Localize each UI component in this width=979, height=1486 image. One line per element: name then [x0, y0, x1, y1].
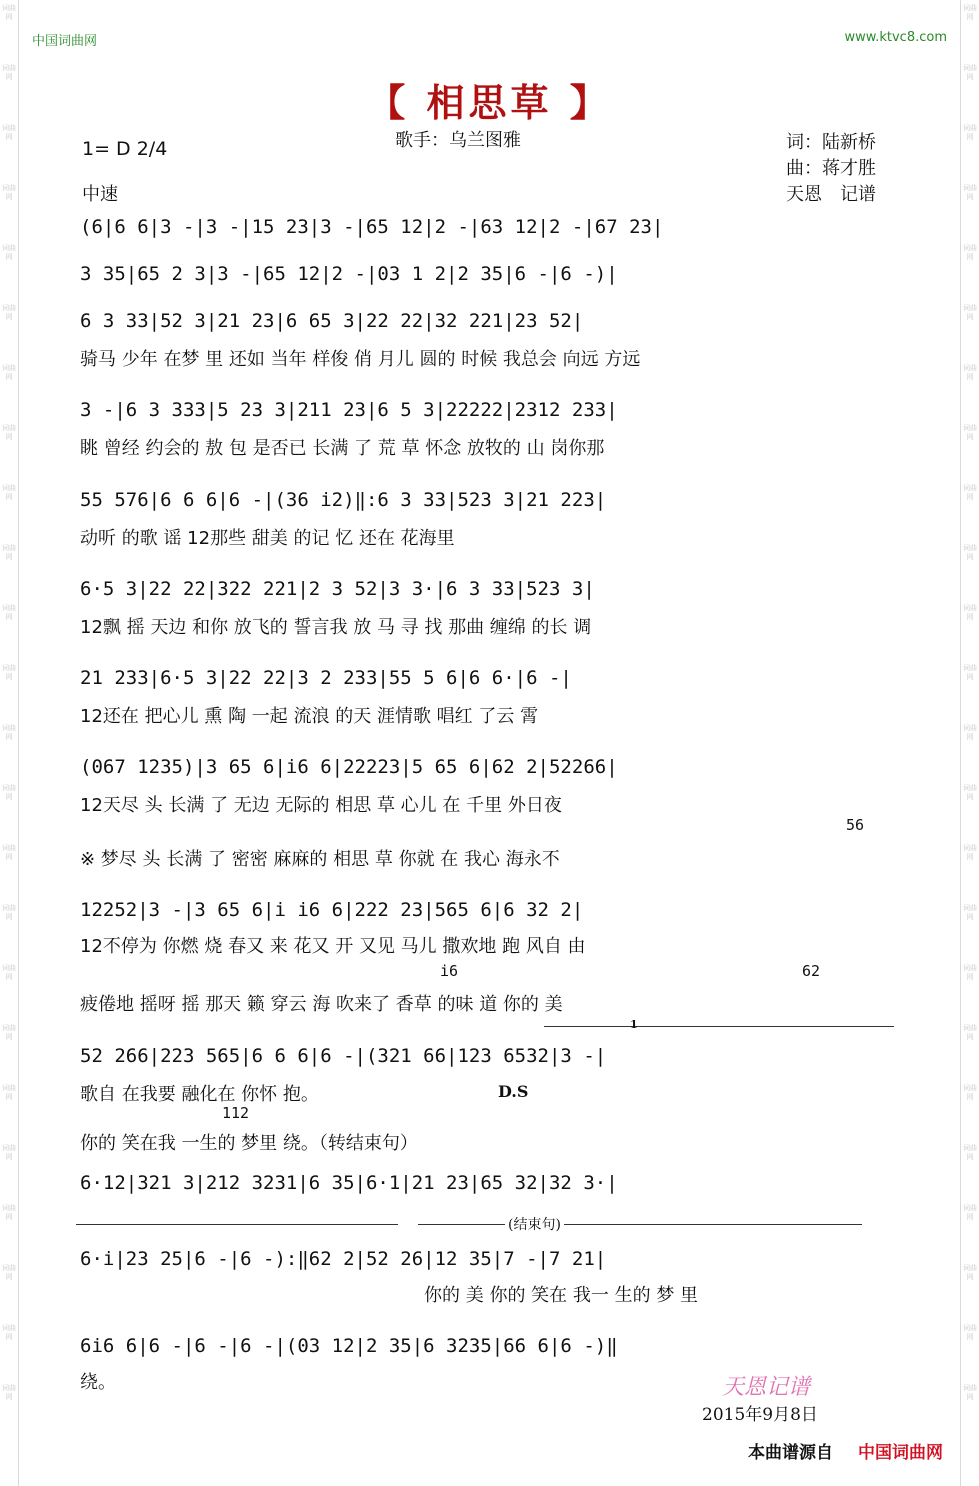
watermark-text: 词曲网: [2, 844, 16, 861]
lyric-line-5: 动听 的歌 谣 12那些 甜美 的记 忆 还在 花海里: [80, 528, 455, 549]
right-watermark-strip: [960, 0, 979, 1486]
site-name-link[interactable]: 中国词曲网: [32, 34, 98, 49]
watermark-text: 词曲网: [2, 1324, 16, 1341]
watermark-text: 词曲网: [963, 304, 977, 321]
lyric-line-6: 12飘 摇 天边 和你 放飞的 誓言我 放 马 寻 找 那曲 缠绵 的长 调: [80, 617, 592, 638]
watermark-text: 词曲网: [963, 904, 977, 921]
watermark-text: 词曲网: [963, 184, 977, 201]
watermark-text: 词曲网: [963, 124, 977, 141]
watermark-text: 词曲网: [963, 1144, 977, 1161]
ending-label: (结束句): [505, 1214, 564, 1234]
watermark-text: 词曲网: [963, 544, 977, 561]
notation-line-2: 3 35|65 2 3|3 -|65 12|2 -|03 1 2|2 35|6 -|6 -)|: [80, 263, 618, 285]
alt-notes-9b: 62: [802, 962, 821, 980]
notation-line-1: (6|6 6|3 -|3 -|15 23|3 -|65 12|2 -|63 12|2 -|67 23|: [80, 216, 664, 238]
lyric-line-9: 12不停为 你燃 烧 春又 来 花又 开 又见 马儿 撒欢地 跑 风自 由: [80, 936, 586, 957]
watermark-text: 词曲网: [963, 1204, 977, 1221]
watermark-text: 词曲网: [2, 964, 16, 981]
notation-line-7: 21 233|6·5 3|22 22|3 2 233|55 5 6|6 6·|6 -|: [80, 667, 572, 689]
alt-notes-9a: i6: [440, 962, 459, 980]
watermark-text: 词曲网: [2, 664, 16, 681]
watermark-text: 词曲网: [2, 604, 16, 621]
watermark-text: 词曲网: [963, 664, 977, 681]
watermark-text: 词曲网: [963, 604, 977, 621]
alt-notes-8: 56: [846, 816, 865, 834]
watermark-text: 词曲网: [2, 544, 16, 561]
notation-line-6: 6·5 3|22 22|322 221|2 3 52|3 3·|6 3 33|523 3|: [80, 578, 595, 600]
lyric-line-7: 12还在 把心儿 熏 陶 一起 流浪 的天 涯情歌 唱红 了云 霄: [80, 706, 539, 727]
watermark-text: 词曲网: [963, 1024, 977, 1041]
transcriber-credit: 天恩 记谱: [786, 184, 876, 205]
notation-line-10: 52 266|223 565|6 6 6|6 -|(321 66|123 6532|3 -|: [80, 1045, 607, 1067]
watermark-text: 词曲网: [2, 304, 16, 321]
key-signature: 1= D 2/4: [82, 138, 168, 160]
watermark-text: 词曲网: [2, 1084, 16, 1101]
watermark-text: 词曲网: [2, 1264, 16, 1281]
ending-bracket: [418, 1224, 862, 1225]
left-watermark-strip: [0, 0, 19, 1486]
song-title: 【 相思草 】: [367, 81, 612, 125]
volta-number: 1: [630, 1018, 638, 1031]
watermark-text: 词曲网: [2, 424, 16, 441]
watermark-text: 词曲网: [963, 1324, 977, 1341]
watermark-text: 词曲网: [963, 1084, 977, 1101]
watermark-text: 词曲网: [2, 1024, 16, 1041]
footer-source-label: 本曲谱源自: [748, 1443, 833, 1463]
repeat-bracket: [76, 1224, 398, 1225]
ds-marking: D.S: [498, 1082, 529, 1101]
watermark-text: 词曲网: [2, 1144, 16, 1161]
watermark-text: 词曲网: [2, 64, 16, 81]
watermark-text: 词曲网: [963, 1264, 977, 1281]
lyric-line-13: 绕。: [80, 1372, 116, 1393]
notation-line-13: 6i6 6|6 -|6 -|6 -|(03 12|2 35|6 3235|66 6|6 -)‖: [80, 1335, 618, 1357]
notation-line-3: 6 3 33|52 3|21 23|6 65 3|22 22|32 221|23 52|: [80, 310, 584, 332]
watermark-text: 词曲网: [963, 484, 977, 501]
notation-line-12: 6·i|23 25|6 -|6 -):‖62 2|52 26|12 35|7 -|7 21|: [80, 1248, 607, 1270]
watermark-text: 词曲网: [2, 124, 16, 141]
footer-source-link[interactable]: 中国词曲网: [858, 1443, 943, 1463]
watermark-text: 词曲网: [963, 4, 977, 21]
watermark-text: 词曲网: [963, 64, 977, 81]
tempo-marking: 中速: [82, 184, 118, 205]
notation-line-8: (067 1235)|3 65 6|i6 6|22223|5 65 6|62 2|52266|: [80, 756, 618, 778]
watermark-text: 词曲网: [2, 724, 16, 741]
watermark-text: 词曲网: [963, 424, 977, 441]
lyric-line-10: 歌自 在我要 融化在 你怀 抱。: [80, 1084, 319, 1105]
lyric-line-9b: 疲倦地 摇呀 摇 那天 籁 穿云 海 吹来了 香草 的味 道 你的 美: [80, 994, 563, 1015]
watermark-text: 词曲网: [963, 364, 977, 381]
transcriber-signature: 天恩记谱: [722, 1375, 811, 1400]
watermark-text: 词曲网: [2, 364, 16, 381]
composer-credit: 曲：蒋才胜: [786, 158, 876, 179]
lyric-line-4: 眺 曾经 约会的 敖 包 是否已 长满 了 荒 草 怀念 放牧的 山 岗你那: [80, 438, 605, 459]
lyric-line-10b: 你的 笑在我 一生的 梦里 绕。（转结束句）: [80, 1133, 418, 1154]
site-url-link[interactable]: www.ktvc8.com: [844, 30, 947, 45]
watermark-text: 词曲网: [963, 1384, 977, 1401]
watermark-text: 词曲网: [963, 964, 977, 981]
notation-line-4: 3 -|6 3 333|5 23 3|211 23|6 5 3|22222|2312 233|: [80, 399, 618, 421]
lyric-line-8b: ※ 梦尽 头 长满 了 密密 麻麻的 相思 草 你就 在 我心 海永不: [80, 849, 560, 870]
transcription-date: 2015年9月8日: [702, 1405, 818, 1425]
singer-credit: 歌手：乌兰图雅: [395, 130, 521, 151]
watermark-text: 词曲网: [2, 1384, 16, 1401]
volta-bracket: [544, 1026, 894, 1027]
watermark-text: 词曲网: [2, 184, 16, 201]
notation-line-9: 12252|3 -|3 65 6|i i6 6|222 23|565 6|6 32 2|: [80, 899, 584, 921]
watermark-text: 词曲网: [963, 724, 977, 741]
notation-line-5: 55 576|6 6 6|6 -|(36 i2)‖:6 3 33|523 3|21 223|: [80, 489, 607, 511]
watermark-text: 词曲网: [963, 844, 977, 861]
lyric-line-3: 骑马 少年 在梦 里 还如 当年 样俊 俏 月儿 圆的 时候 我总会 向远 方远: [80, 349, 641, 370]
watermark-text: 词曲网: [2, 904, 16, 921]
watermark-text: 词曲网: [2, 1204, 16, 1221]
watermark-text: 词曲网: [2, 784, 16, 801]
watermark-text: 词曲网: [963, 784, 977, 801]
notation-line-11: 6·12|321 3|212 3231|6 35|6·1|21 23|65 32|32 3·|: [80, 1172, 618, 1194]
lyric-line-12: 你的 美 你的 笑在 我一 生的 梦 里: [424, 1285, 699, 1306]
watermark-text: 词曲网: [2, 484, 16, 501]
watermark-text: 词曲网: [2, 4, 16, 21]
watermark-text: 词曲网: [963, 244, 977, 261]
alt-notes-10: 112: [222, 1104, 250, 1122]
lyric-line-8: 12天尽 头 长满 了 无边 无际的 相思 草 心儿 在 千里 外日夜: [80, 795, 562, 816]
watermark-text: 词曲网: [2, 244, 16, 261]
lyricist-credit: 词：陆新桥: [786, 132, 876, 153]
